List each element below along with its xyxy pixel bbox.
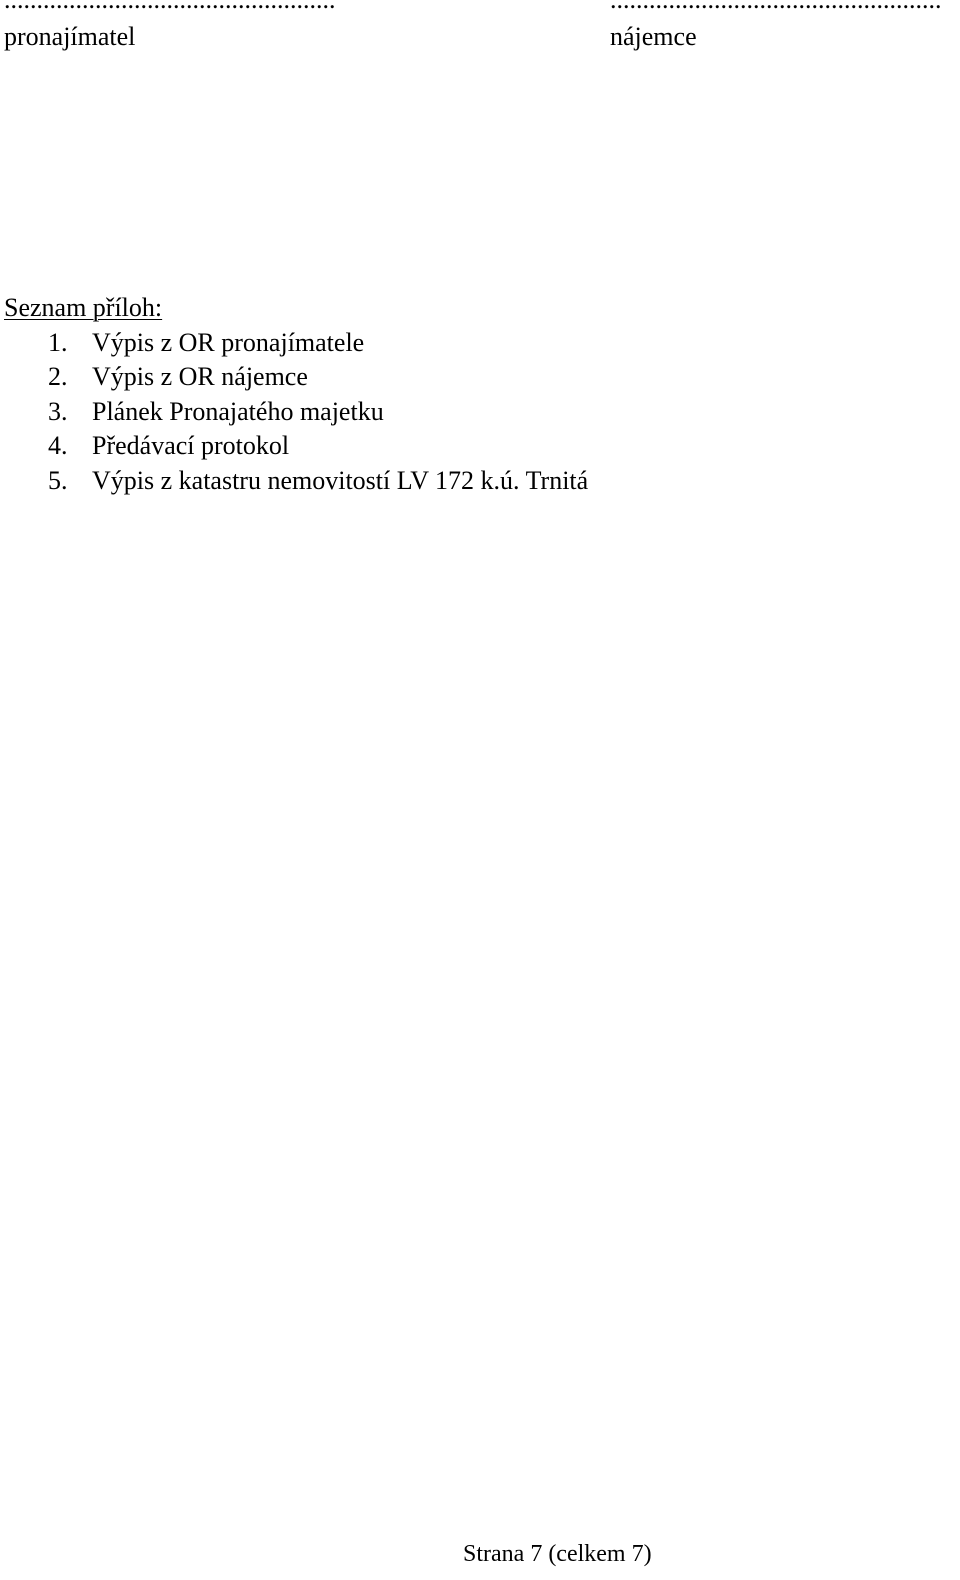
attachment-item <box>4 395 588 430</box>
attachments-heading: Seznam příloh: <box>4 293 163 322</box>
landlord-signature-block <box>4 0 336 52</box>
attachment-text: Předávací protokol <box>92 431 290 460</box>
attachment-item <box>4 464 588 499</box>
tenant-label: nájemce <box>610 22 697 51</box>
attachment-number: 5. <box>48 465 68 495</box>
attachments-list <box>4 326 588 499</box>
tenant-signature-line <box>610 0 942 6</box>
attachment-text: Výpis z katastru nemovitostí LV 172 k.ú. Trnitá <box>92 465 589 495</box>
attachment-item <box>4 429 588 464</box>
tenant-signature-block <box>610 0 942 52</box>
attachment-number: 4. <box>48 431 68 460</box>
attachments-section <box>4 291 588 498</box>
attachment-number: 2. <box>48 362 68 391</box>
page-footer: Strana 7 (celkem 7) <box>463 1541 652 1567</box>
attachment-text: Výpis z OR nájemce <box>92 362 308 391</box>
attachment-number: 1. <box>48 327 68 357</box>
attachment-number: 3. <box>48 396 68 426</box>
attachment-item <box>4 326 588 361</box>
landlord-signature-line <box>4 0 336 6</box>
attachment-text: Plánek Pronajatého majetku <box>92 396 384 426</box>
landlord-label: pronajímatel <box>4 22 136 51</box>
attachment-text: Výpis z OR pronajímatele <box>92 327 365 357</box>
attachment-item <box>4 360 588 395</box>
